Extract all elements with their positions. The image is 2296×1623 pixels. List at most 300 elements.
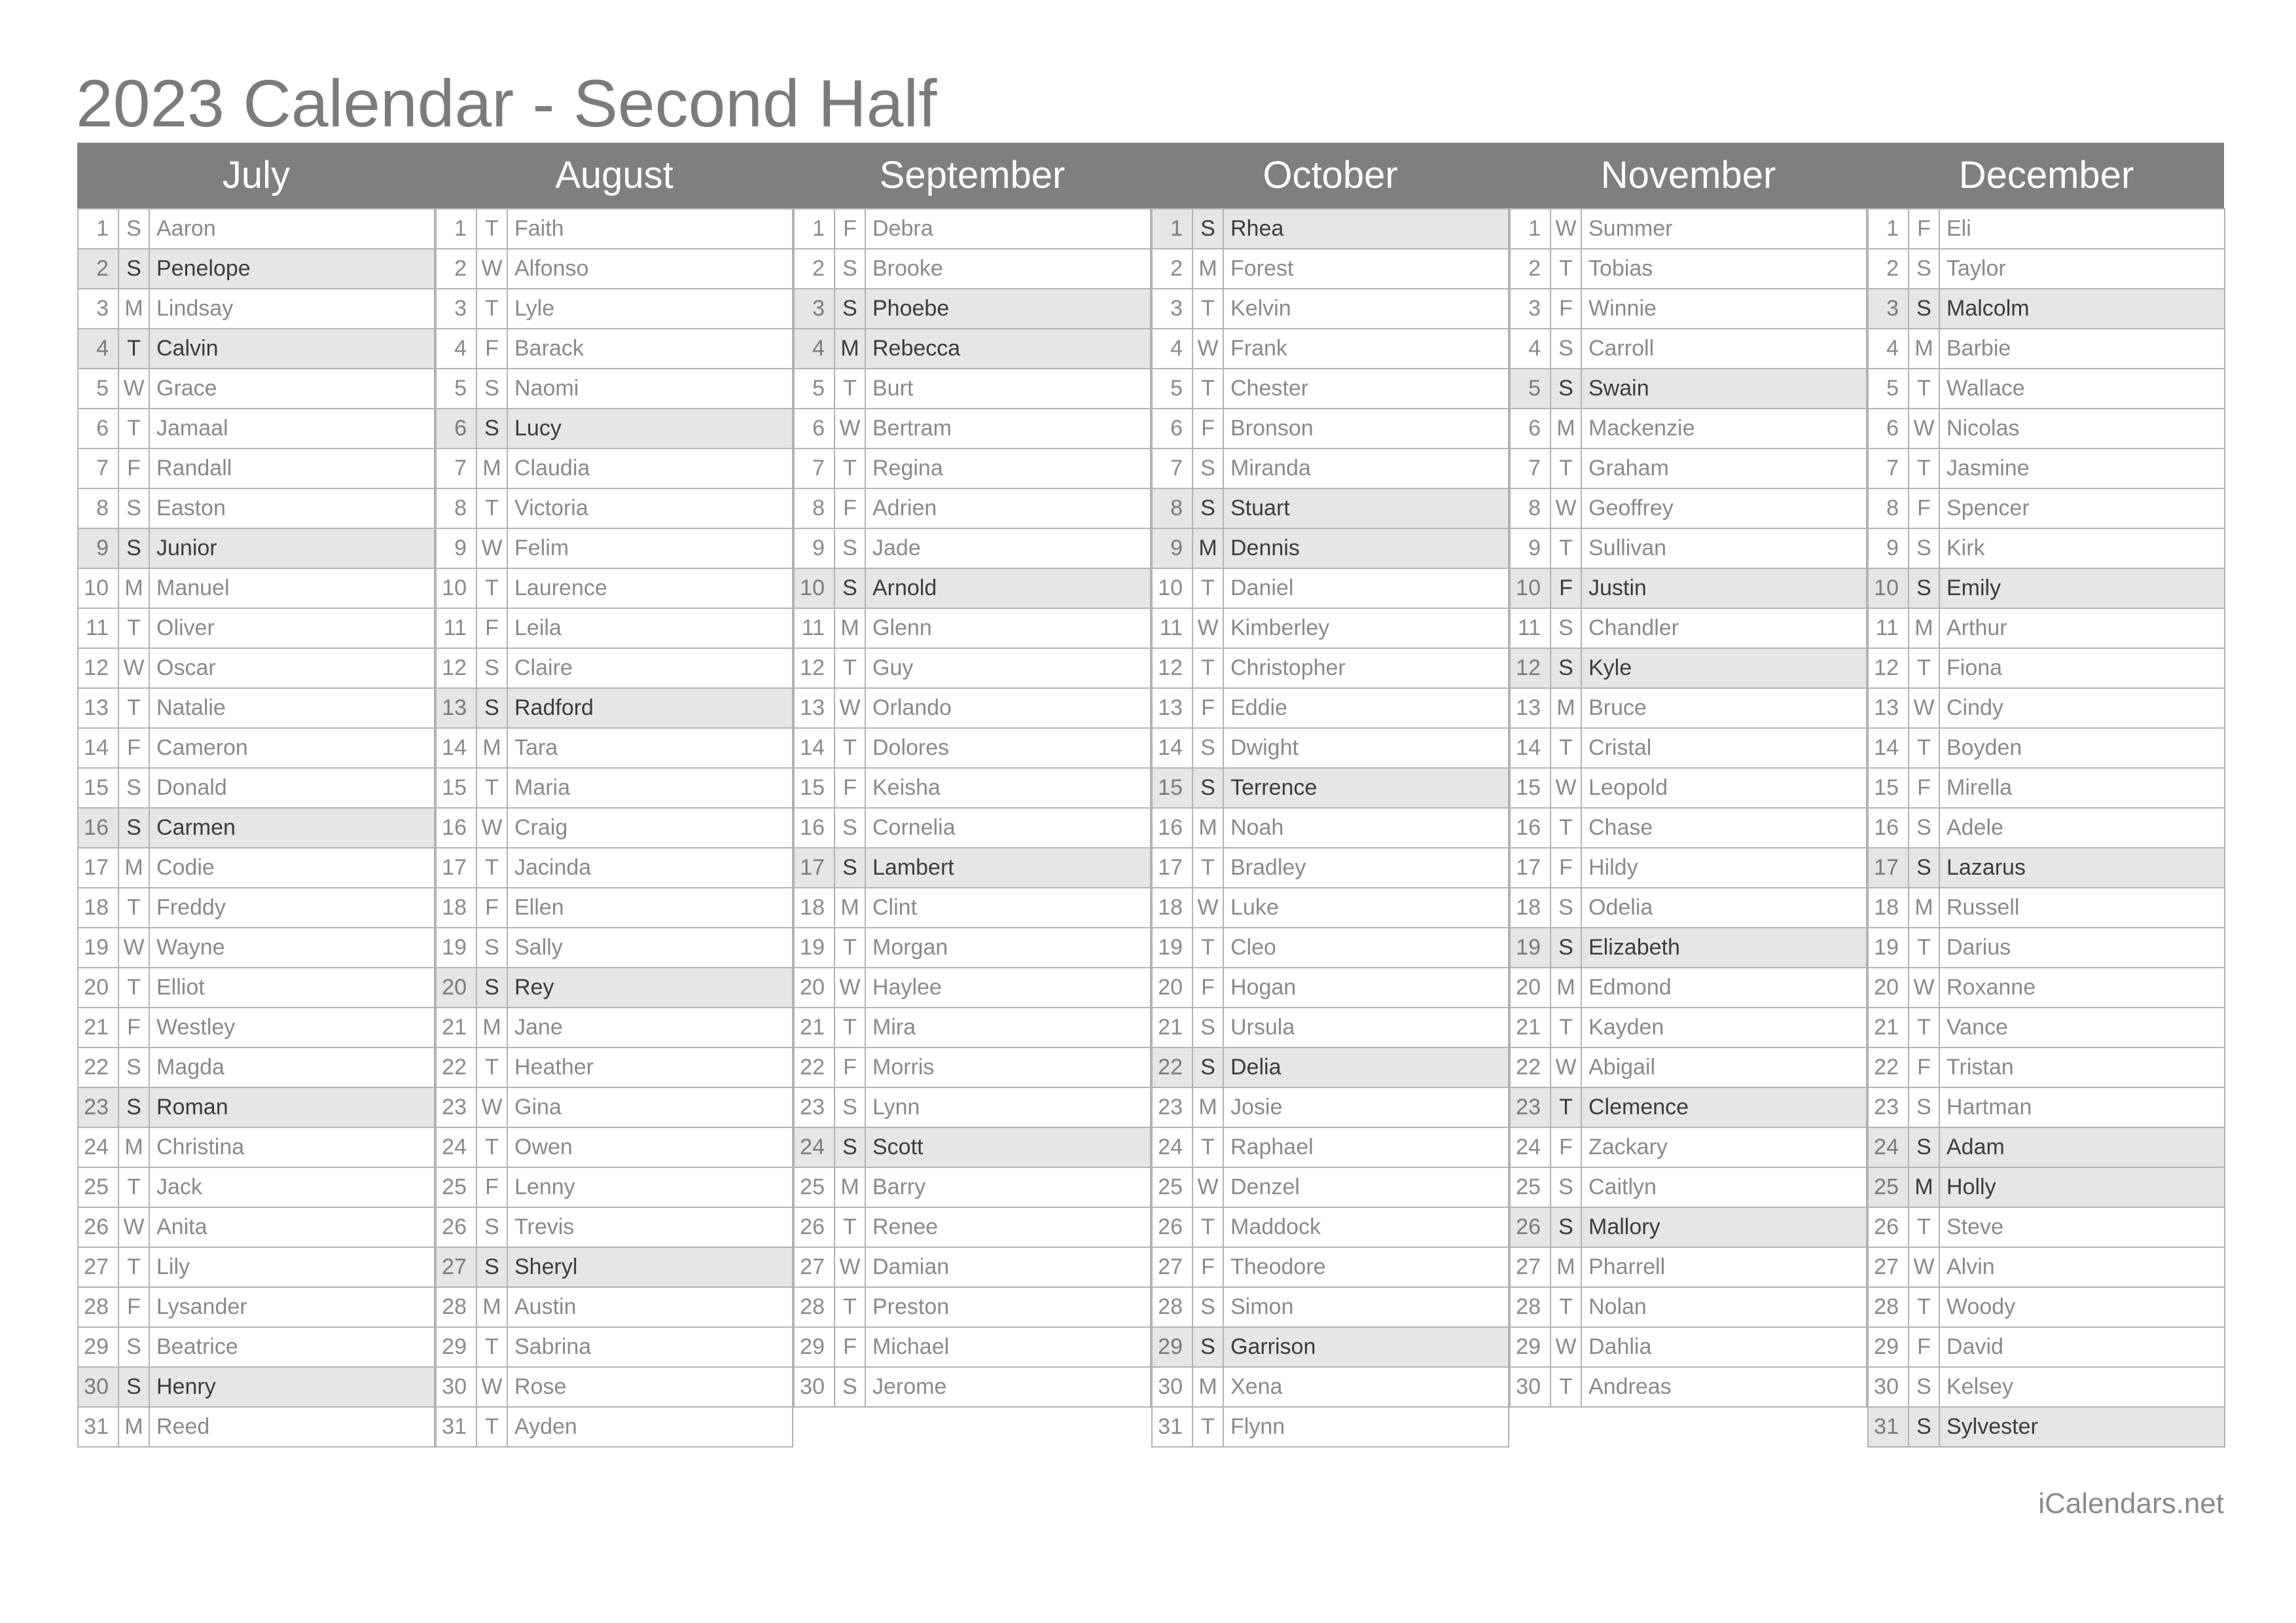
day-of-week: T	[834, 928, 865, 968]
day-of-week: M	[118, 568, 149, 608]
day-row	[794, 568, 1151, 608]
name-day: Delia	[1223, 1048, 1509, 1087]
day-row	[1152, 1207, 1509, 1247]
day-number: 2	[1868, 249, 1909, 289]
site-credit: iCalendars.net	[2038, 1487, 2224, 1520]
day-number: 19	[1868, 928, 1909, 968]
day-number: 18	[1510, 888, 1551, 928]
day-number: 23	[1152, 1087, 1193, 1127]
day-row	[794, 209, 1151, 249]
day-row	[1510, 1167, 1867, 1207]
day-of-week: S	[1193, 209, 1223, 249]
name-day: Mira	[865, 1008, 1151, 1048]
day-of-week: M	[1551, 409, 1581, 448]
day-of-week: T	[1193, 289, 1223, 329]
day-number: 17	[1152, 848, 1193, 888]
month-name-3: October	[1263, 154, 1398, 196]
day-number: 9	[1868, 528, 1909, 568]
day-number: 11	[1868, 608, 1909, 648]
day-number: 11	[436, 608, 476, 648]
day-number: 19	[1152, 928, 1193, 968]
day-number: 7	[1868, 448, 1909, 488]
name-day: Owen	[507, 1127, 793, 1167]
name-day: Leopold	[1581, 768, 1867, 808]
day-row	[794, 1127, 1151, 1167]
day-of-week: S	[1193, 1287, 1223, 1327]
day-row	[1510, 209, 1867, 249]
day-number: 17	[1868, 848, 1909, 888]
day-row	[1510, 568, 1867, 608]
day-number: 8	[1510, 488, 1551, 528]
day-of-week: S	[1551, 369, 1581, 409]
name-day: Sullivan	[1581, 528, 1867, 568]
day-of-week: S	[476, 1247, 507, 1287]
day-row	[78, 808, 435, 848]
name-day: Jane	[507, 1008, 793, 1048]
day-row	[1868, 448, 2225, 488]
day-row	[78, 688, 435, 728]
day-row	[78, 209, 435, 249]
day-of-week: T	[1909, 1207, 1939, 1247]
day-number: 2	[1152, 249, 1193, 289]
day-row	[78, 928, 435, 968]
day-number: 20	[78, 968, 118, 1008]
day-number: 8	[78, 488, 118, 528]
name-day: Chandler	[1581, 608, 1867, 648]
name-day: Guy	[865, 648, 1151, 688]
day-number: 8	[1868, 488, 1909, 528]
day-row	[1868, 1327, 2225, 1367]
name-day: Aaron	[149, 209, 435, 249]
day-of-week: S	[118, 209, 149, 249]
day-number: 5	[78, 369, 118, 409]
day-of-week: M	[476, 448, 507, 488]
name-day: Kirk	[1939, 528, 2225, 568]
day-row	[1510, 1287, 1867, 1327]
day-of-week: F	[1909, 209, 1939, 249]
day-number: 14	[1510, 728, 1551, 768]
name-day: Lynn	[865, 1087, 1151, 1127]
day-row	[1510, 928, 1867, 968]
day-number: 4	[78, 329, 118, 369]
name-day: Trevis	[507, 1207, 793, 1247]
day-of-week: S	[1909, 808, 1939, 848]
name-day: Mallory	[1581, 1207, 1867, 1247]
day-row	[794, 1327, 1151, 1367]
day-of-week: F	[1909, 768, 1939, 808]
name-day: Josie	[1223, 1087, 1509, 1127]
name-day: Hartman	[1939, 1087, 2225, 1127]
day-of-week: M	[118, 848, 149, 888]
day-number: 30	[794, 1367, 834, 1407]
day-number: 8	[794, 488, 834, 528]
name-day: Mackenzie	[1581, 409, 1867, 448]
name-day: Simon	[1223, 1287, 1509, 1327]
day-row	[1868, 329, 2225, 369]
name-day: Adrien	[865, 488, 1151, 528]
day-of-week: S	[118, 1327, 149, 1367]
name-day: Lambert	[865, 848, 1151, 888]
day-of-week: W	[118, 928, 149, 968]
day-row	[78, 448, 435, 488]
day-of-week: T	[118, 688, 149, 728]
day-of-week: T	[118, 1167, 149, 1207]
day-row	[1510, 1048, 1867, 1087]
day-number: 23	[436, 1087, 476, 1127]
day-row	[1152, 1167, 1509, 1207]
name-day: Swain	[1581, 369, 1867, 409]
day-row	[1868, 688, 2225, 728]
name-day: Sabrina	[507, 1327, 793, 1367]
name-day: Phoebe	[865, 289, 1151, 329]
day-row	[436, 1048, 793, 1087]
day-row	[1510, 1087, 1867, 1127]
day-of-week: S	[476, 648, 507, 688]
day-of-week: S	[834, 848, 865, 888]
day-of-week: S	[118, 528, 149, 568]
day-of-week: T	[1909, 448, 1939, 488]
name-day: Brooke	[865, 249, 1151, 289]
month-name-0: July	[222, 154, 291, 196]
day-number: 12	[794, 648, 834, 688]
name-day: Oliver	[149, 608, 435, 648]
name-day: Bruce	[1581, 688, 1867, 728]
name-day: Rhea	[1223, 209, 1509, 249]
day-of-week: T	[476, 1407, 507, 1447]
day-row	[1152, 1008, 1509, 1048]
day-of-week: F	[476, 888, 507, 928]
day-number: 3	[794, 289, 834, 329]
day-number: 6	[794, 409, 834, 448]
day-number: 26	[78, 1207, 118, 1247]
name-day: Barry	[865, 1167, 1151, 1207]
day-of-week: S	[476, 968, 507, 1008]
day-row	[436, 1287, 793, 1327]
day-row	[1868, 289, 2225, 329]
day-row	[1152, 369, 1509, 409]
day-row	[1868, 209, 2225, 249]
day-number: 16	[794, 808, 834, 848]
day-row	[794, 329, 1151, 369]
day-row	[794, 648, 1151, 688]
day-number: 30	[1152, 1367, 1193, 1407]
day-number: 16	[78, 808, 118, 848]
name-day: Leila	[507, 608, 793, 648]
day-number: 29	[1510, 1327, 1551, 1367]
day-number: 21	[1152, 1008, 1193, 1048]
name-day: Winnie	[1581, 289, 1867, 329]
day-of-week: S	[834, 1367, 865, 1407]
day-of-week: F	[834, 1048, 865, 1087]
day-of-week: M	[1909, 608, 1939, 648]
day-row	[1868, 1167, 2225, 1207]
day-of-week: F	[118, 1287, 149, 1327]
day-of-week: W	[1551, 488, 1581, 528]
day-number: 10	[78, 568, 118, 608]
day-row	[436, 688, 793, 728]
day-row	[436, 1167, 793, 1207]
day-row	[794, 768, 1151, 808]
name-day: Radford	[507, 688, 793, 728]
day-of-week: S	[834, 1087, 865, 1127]
name-day: Eli	[1939, 209, 2225, 249]
day-row	[1868, 1287, 2225, 1327]
day-row	[436, 888, 793, 928]
name-day: Jack	[149, 1167, 435, 1207]
name-day: Christopher	[1223, 648, 1509, 688]
day-number: 1	[1152, 209, 1193, 249]
day-number: 12	[1868, 648, 1909, 688]
day-row	[78, 488, 435, 528]
name-day: Carroll	[1581, 329, 1867, 369]
day-row	[78, 968, 435, 1008]
day-of-week: W	[1193, 608, 1223, 648]
day-of-week: T	[476, 848, 507, 888]
day-number: 22	[1868, 1048, 1909, 1087]
day-row	[1510, 888, 1867, 928]
day-number: 15	[1510, 768, 1551, 808]
day-of-week: T	[1193, 1407, 1223, 1447]
day-of-week: S	[118, 1087, 149, 1127]
day-row	[794, 1287, 1151, 1327]
day-number: 22	[1510, 1048, 1551, 1087]
day-of-week: T	[118, 968, 149, 1008]
day-of-week: M	[1193, 1087, 1223, 1127]
day-row	[1868, 1127, 2225, 1167]
day-number: 10	[794, 568, 834, 608]
day-row	[78, 888, 435, 928]
name-day: Austin	[507, 1287, 793, 1327]
day-number: 28	[436, 1287, 476, 1327]
day-number: 4	[1510, 329, 1551, 369]
day-row	[1868, 768, 2225, 808]
day-of-week: W	[1909, 409, 1939, 448]
day-of-week: S	[1193, 448, 1223, 488]
day-of-week: S	[1909, 1367, 1939, 1407]
day-row	[1510, 1327, 1867, 1367]
day-of-week: F	[834, 768, 865, 808]
day-row	[794, 968, 1151, 1008]
day-of-week: M	[118, 1127, 149, 1167]
day-number: 28	[1152, 1287, 1193, 1327]
day-row	[794, 289, 1151, 329]
day-of-week: W	[834, 968, 865, 1008]
day-of-week: T	[1551, 448, 1581, 488]
day-of-week: S	[118, 1367, 149, 1407]
name-day: Roman	[149, 1087, 435, 1127]
day-of-week: T	[1193, 928, 1223, 968]
day-number: 28	[1510, 1287, 1551, 1327]
day-number: 8	[436, 488, 476, 528]
day-number: 28	[794, 1287, 834, 1327]
day-number: 15	[436, 768, 476, 808]
day-of-week: M	[118, 1407, 149, 1447]
name-day: Claudia	[507, 448, 793, 488]
day-row	[1510, 528, 1867, 568]
day-of-week: S	[1551, 888, 1581, 928]
name-day: Adam	[1939, 1127, 2225, 1167]
day-of-week: S	[1909, 289, 1939, 329]
day-of-week: T	[476, 289, 507, 329]
name-day: Elizabeth	[1581, 928, 1867, 968]
day-number: 7	[1510, 448, 1551, 488]
day-number: 10	[1152, 568, 1193, 608]
day-row	[1868, 888, 2225, 928]
day-number: 29	[794, 1327, 834, 1367]
day-number: 23	[1510, 1087, 1551, 1127]
name-day: Tara	[507, 728, 793, 768]
day-number: 19	[1510, 928, 1551, 968]
day-of-week: T	[1193, 369, 1223, 409]
name-day: Noah	[1223, 808, 1509, 848]
day-of-week: S	[1193, 768, 1223, 808]
day-of-week: S	[1551, 648, 1581, 688]
name-day: Burt	[865, 369, 1151, 409]
day-row	[1868, 528, 2225, 568]
day-number: 19	[78, 928, 118, 968]
day-of-week: T	[1193, 568, 1223, 608]
day-of-week: T	[1551, 808, 1581, 848]
day-number: 31	[1868, 1407, 1909, 1447]
name-day: Jerome	[865, 1367, 1151, 1407]
day-number: 31	[436, 1407, 476, 1447]
name-day: Russell	[1939, 888, 2225, 928]
day-row	[794, 1167, 1151, 1207]
day-of-week: F	[834, 209, 865, 249]
day-of-week: F	[834, 1327, 865, 1367]
name-day: Ayden	[507, 1407, 793, 1447]
day-of-week: T	[476, 1127, 507, 1167]
day-of-week: M	[834, 888, 865, 928]
day-number: 15	[78, 768, 118, 808]
day-of-week: T	[118, 608, 149, 648]
day-row	[78, 1367, 435, 1407]
name-day: Emily	[1939, 568, 2225, 608]
name-day: Manuel	[149, 568, 435, 608]
day-of-week: T	[1193, 848, 1223, 888]
day-of-week: T	[1551, 1367, 1581, 1407]
day-of-week: S	[118, 488, 149, 528]
day-row	[436, 249, 793, 289]
day-row	[1868, 1048, 2225, 1087]
day-row	[1152, 289, 1509, 329]
day-number: 14	[1868, 728, 1909, 768]
day-of-week: M	[834, 1167, 865, 1207]
day-of-week: S	[1909, 249, 1939, 289]
name-day: Boyden	[1939, 728, 2225, 768]
name-day: Beatrice	[149, 1327, 435, 1367]
day-of-week: F	[1193, 688, 1223, 728]
day-row	[78, 1207, 435, 1247]
name-day: Ursula	[1223, 1008, 1509, 1048]
day-row	[1152, 968, 1509, 1008]
day-of-week: W	[476, 249, 507, 289]
day-number: 13	[1510, 688, 1551, 728]
day-number: 1	[436, 209, 476, 249]
name-day: Barack	[507, 329, 793, 369]
day-row	[436, 488, 793, 528]
day-row	[1152, 409, 1509, 448]
day-number: 18	[794, 888, 834, 928]
day-row	[1152, 728, 1509, 768]
name-day: Summer	[1581, 209, 1867, 249]
day-number: 27	[1152, 1247, 1193, 1287]
name-day: Mirella	[1939, 768, 2225, 808]
day-row	[794, 888, 1151, 928]
day-number: 4	[436, 329, 476, 369]
name-day: Gina	[507, 1087, 793, 1127]
day-number: 11	[1510, 608, 1551, 648]
name-day: Victoria	[507, 488, 793, 528]
name-day: Lyle	[507, 289, 793, 329]
day-number: 13	[436, 688, 476, 728]
day-of-week: S	[1909, 848, 1939, 888]
day-of-week: M	[1193, 1367, 1223, 1407]
day-of-week: S	[118, 768, 149, 808]
day-row	[1510, 1008, 1867, 1048]
day-of-week: S	[834, 1127, 865, 1167]
name-day: Zackary	[1581, 1127, 1867, 1167]
day-number: 13	[794, 688, 834, 728]
name-day: Frank	[1223, 329, 1509, 369]
day-of-week: M	[834, 608, 865, 648]
day-row	[1868, 1087, 2225, 1127]
name-day: Kyle	[1581, 648, 1867, 688]
day-number: 14	[794, 728, 834, 768]
day-number: 9	[794, 528, 834, 568]
day-row	[794, 1207, 1151, 1247]
day-of-week: F	[1193, 968, 1223, 1008]
day-number: 22	[436, 1048, 476, 1087]
day-row	[78, 329, 435, 369]
day-of-week: W	[1193, 329, 1223, 369]
day-number: 3	[1510, 289, 1551, 329]
day-number: 2	[78, 249, 118, 289]
day-number: 5	[794, 369, 834, 409]
name-day: Rebecca	[865, 329, 1151, 369]
day-row	[1510, 1207, 1867, 1247]
day-row	[1152, 688, 1509, 728]
day-number: 25	[1868, 1167, 1909, 1207]
day-of-week: S	[1193, 728, 1223, 768]
name-day: Preston	[865, 1287, 1151, 1327]
day-number: 12	[436, 648, 476, 688]
day-of-week: F	[476, 608, 507, 648]
name-day: Alfonso	[507, 249, 793, 289]
day-row	[78, 1087, 435, 1127]
day-number: 1	[78, 209, 118, 249]
name-day: Adele	[1939, 808, 2225, 848]
month-name-4: November	[1600, 154, 1776, 196]
day-number: 6	[1510, 409, 1551, 448]
day-number: 12	[78, 648, 118, 688]
day-row	[1868, 608, 2225, 648]
day-number: 29	[436, 1327, 476, 1367]
name-day: Elliot	[149, 968, 435, 1008]
name-day: Randall	[149, 448, 435, 488]
name-day: Justin	[1581, 568, 1867, 608]
day-number: 9	[1510, 528, 1551, 568]
name-day: Christina	[149, 1127, 435, 1167]
day-number: 24	[1152, 1127, 1193, 1167]
name-day: Heather	[507, 1048, 793, 1087]
name-day: Abigail	[1581, 1048, 1867, 1087]
day-of-week: M	[1551, 688, 1581, 728]
day-of-week: T	[1909, 648, 1939, 688]
name-day: Kimberley	[1223, 608, 1509, 648]
day-row	[1152, 888, 1509, 928]
day-row	[794, 928, 1151, 968]
